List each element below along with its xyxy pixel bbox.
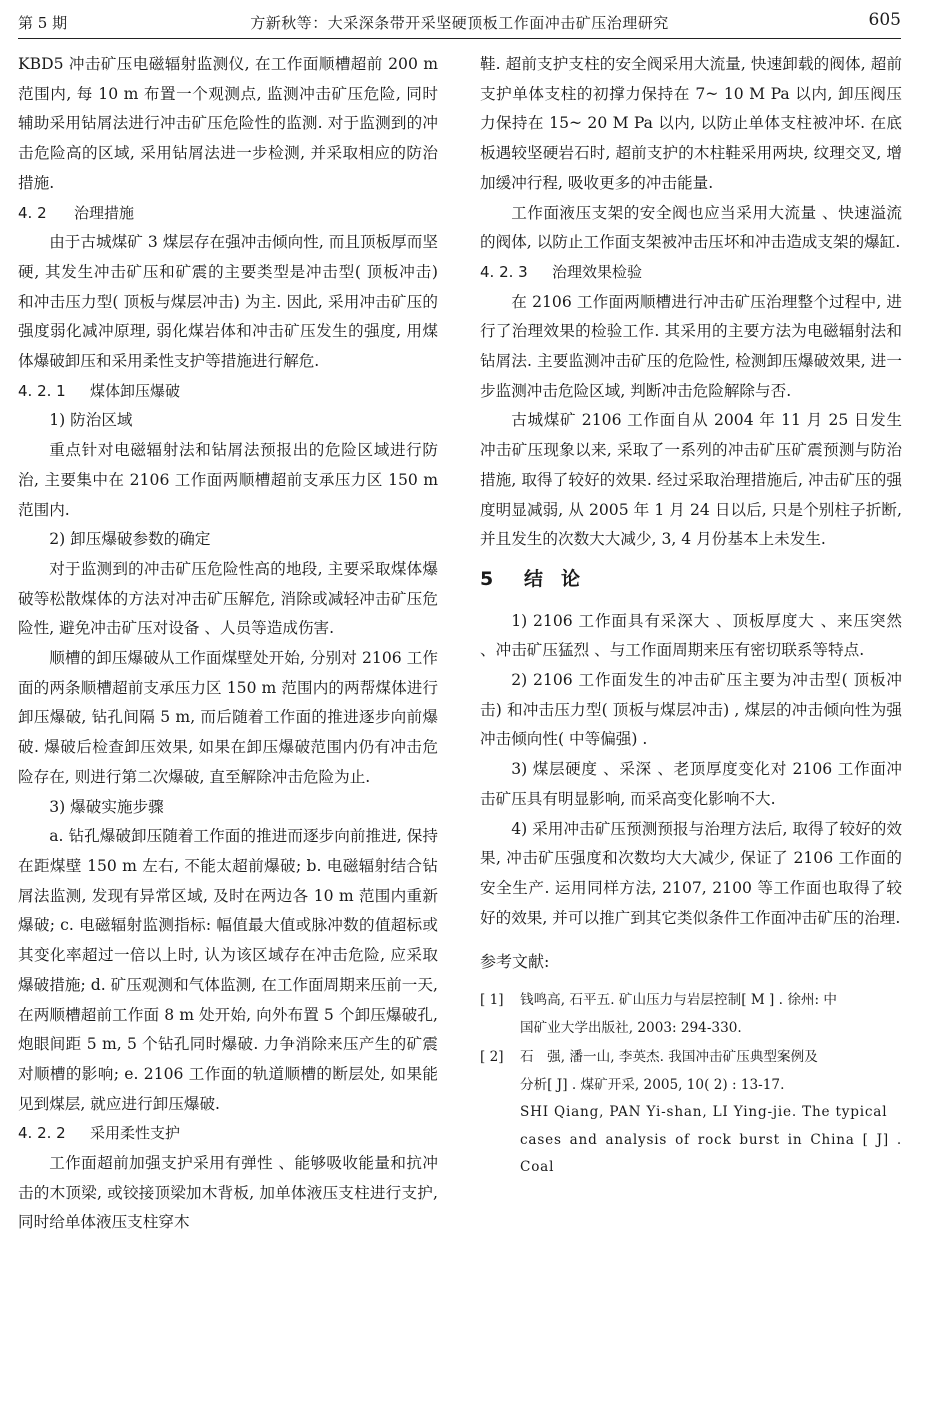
section-title: 治理效果检验 [552, 262, 643, 281]
conclusion-item: 4) 采用冲击矿压预测预报与治理方法后, 取得了较好的效果, 冲击矿压强度和次数均大大减少, 保证了 2106 工作面的安全生产. 运用同样方法, 2107, 2100 等工作面也取得了较好的效果, 并可以推广到其它类似条件工作面冲击矿压的治理. [480, 819, 902, 927]
running-title: 方新秋等：大采深条带开采坚硬顶板工作面冲击矿压治理研究 [250, 14, 669, 32]
paragraph: 对于监测到的冲击矿压危险性高的地段, 主要采取煤体爆破等松散煤体的方法对冲击矿压解危, 消除或减轻冲击矿压危险性, 避免冲击矿压对设备 、人员等造成伤害. [18, 559, 438, 638]
paragraph: 重点针对电磁辐射法和钻屑法预报出的危险区域进行防治, 主要集中在 2106 工作面两顺槽超前支承压力区 150 m 范围内. [18, 441, 438, 519]
subheading: 2) 卸压爆破参数的确定 [49, 530, 211, 549]
reference-text: 钱鸣高, 石平五. 矿山压力与岩层控制[ M ] . 徐州: 中 [520, 992, 838, 1009]
left-column [18, 50, 438, 1238]
reference-text: 国矿业大学出版社, 2003: 294-330. [520, 1019, 742, 1036]
reference-text: 分析[ J] . 煤矿开采, 2005, 10( 2) : 13-17. [520, 1076, 785, 1093]
section-title: 采用柔性支护 [90, 1124, 181, 1143]
running-header [18, 8, 901, 39]
reference-text: 石 强, 潘一山, 李英杰. 我国冲击矿压典型案例及 [520, 1049, 818, 1066]
conclusion-item: 3) 煤层硬度 、采深 、老顶厚度变化对 2106 工作面冲击矿压具有明显影响, 而采高变化影响不大. [480, 760, 902, 808]
section-heading-4-2-2 [18, 1119, 438, 1149]
paragraph: a. 钻孔爆破卸压随着工作面的推进而逐步向前推进, 保持在距煤壁 150 m 左右, 不能太超前爆破; b. 电磁辐射结合钻屑法监测, 发现有异常区域, 及时在两边各 10 m 范围内重新爆破; c. 电磁辐射监测指标: 幅值最大值或脉冲数的值超标或其变化率超过一倍以上时, 认为该区域存在冲击危险, 应采取爆破措施; d. 矿压观测和气体监测, 在工作面周期来压前一天, 在两顺槽超前工作面 8 m 处开始, 向外布置 5 个卸压爆破孔, 炮眼间距 5 m, 5 个钻孔同时爆破. 力争消除来压产生的矿震对顺槽的影响; e. 2106 工作面的轨道顺槽的断层处, 如果能见到煤层, 就应进行卸压爆破. [18, 827, 438, 1113]
section-title: 煤体卸压爆破 [90, 381, 181, 400]
section-number: 4. 2. 3 [480, 262, 528, 281]
paragraph: 工作面超前加强支护采用有弹性 、能够吸收能量和抗冲击的木顶梁, 或铰接顶梁加木背板, 加单体液压支柱进行支护, 同时给单体液压支柱穿木 [18, 1154, 438, 1232]
right-column [480, 50, 902, 1184]
section-heading-5 [480, 565, 902, 595]
section-title: 结论 [524, 567, 599, 590]
conclusion-item: 2) 2106 工作面发生的冲击矿压主要为冲击型( 顶板冲击) 和冲击压力型( 顶板与煤层冲击) , 煤层的冲击倾向性为强冲击倾向性( 中等偏强) . [480, 671, 902, 749]
reference-item [480, 987, 902, 1042]
page-number: 605 [868, 10, 901, 30]
paragraph: 鞋. 超前支护支柱的安全阀采用大流量, 快速卸载的阀体, 超前支护单体支柱的初撑力保持在 7~ 10 M Pa 以内, 卸压阀压力保持在 15~ 20 M Pa 以内, 以防止单体支柱被冲坏. 在底板遇较坚硬岩石时, 超前支护的木柱鞋采用两块, 纹理交叉, 增加缓冲行程, 吸收更多的冲击能量. [480, 55, 902, 192]
conclusion-item: 1) 2106 工作面具有采深大 、顶板厚度大 、来压突然 、冲击矿压猛烈 、与工作面周期来压有密切联系等特点. [480, 611, 902, 660]
section-number: 4. 2. 2 [18, 1124, 66, 1143]
reference-number: [ 1] [480, 992, 504, 1009]
subheading: 1) 防治区域 [49, 411, 133, 430]
reference-list [480, 987, 902, 1182]
section-heading-4-2 [18, 199, 438, 229]
reference-number: [ 2] [480, 1049, 504, 1066]
section-heading-4-2-1 [18, 377, 438, 407]
paragraph: 由于古城煤矿 3 煤层存在强冲击倾向性, 而且顶板厚而坚硬, 其发生冲击矿压和矿震的主要类型是冲击型( 顶板冲击) 和冲击压力型( 顶板与煤层冲击) 为主. 因此, 采用冲击矿压的强度弱化减冲原理, 弱化煤岩体和冲击矿压发生的强度, 用煤体爆破卸压和采用柔性支护等措施进行解危. [18, 233, 438, 371]
paragraph: 顺槽的卸压爆破从工作面煤壁处开始, 分别对 2106 工作面的两条顺槽超前支承压力区 150 m 范围内的两帮煤体进行卸压爆破, 钻孔间隔 5 m, 而后随着工作面的推进逐步向前爆破. 爆破后检查卸压效果, 如果在卸压爆破范围内仍有冲击危险存在, 则进行第二次爆破, 直至解除冲击危险为止. [18, 649, 438, 786]
reference-text-english: SHI Qiang, PAN Yi-shan, LI Ying-jie. The typical [520, 1104, 888, 1121]
paragraph: 古城煤矿 2106 工作面自从 2004 年 11 月 25 日发生冲击矿压现象以来, 采取了一系列的冲击矿压矿震预测与防治措施, 取得了较好的效果. 经过采取治理措施后, 冲击矿压的强度明显减弱, 从 2005 年 1 月 24 日以后, 只是个别柱子折断, 并且发生的次数大大减少, 3, 4 月份基本上未发生. [480, 411, 902, 549]
reference-text-english: cases and analysis of rock burst in China [ J] . Coal [520, 1131, 902, 1176]
paragraph: 在 2106 工作面两顺槽进行冲击矿压治理整个过程中, 进行了治理效果的检验工作. 其采用的主要方法为电磁辐射法和钻屑法. 主要监测冲击矿压的危险性, 检测卸压爆破效果, 进一步监测冲击危险区域, 判断冲击危险解除与否. [480, 292, 902, 400]
section-number: 5 [480, 567, 494, 590]
issue-number: 第 5 期 [18, 14, 68, 32]
section-number: 4. 2 [18, 203, 47, 222]
subheading: 3) 爆破实施步骤 [49, 797, 164, 816]
reference-item [480, 1044, 902, 1182]
references-title: 参考文献: [480, 952, 550, 972]
section-number: 4. 2. 1 [18, 381, 66, 400]
paragraph: 工作面液压支架的安全阀也应当采用大流量 、快速溢流的阀体, 以防止工作面支架被冲击压坏和冲击造成支架的爆缸. [480, 203, 902, 252]
section-title: 治理措施 [74, 203, 135, 222]
paragraph: KBD5 冲击矿压电磁辐射监测仪, 在工作面顺槽超前 200 m 范围内, 每 10 m 布置一个观测点, 监测冲击矿压危险, 同时辅助采用钻屑法进行冲击矿压危险性的监测. 对于监测到的冲击危险高的区域, 采用钻屑法进一步检测, 并采取相应的防治措施. [18, 55, 438, 192]
section-heading-4-2-3 [480, 258, 902, 288]
